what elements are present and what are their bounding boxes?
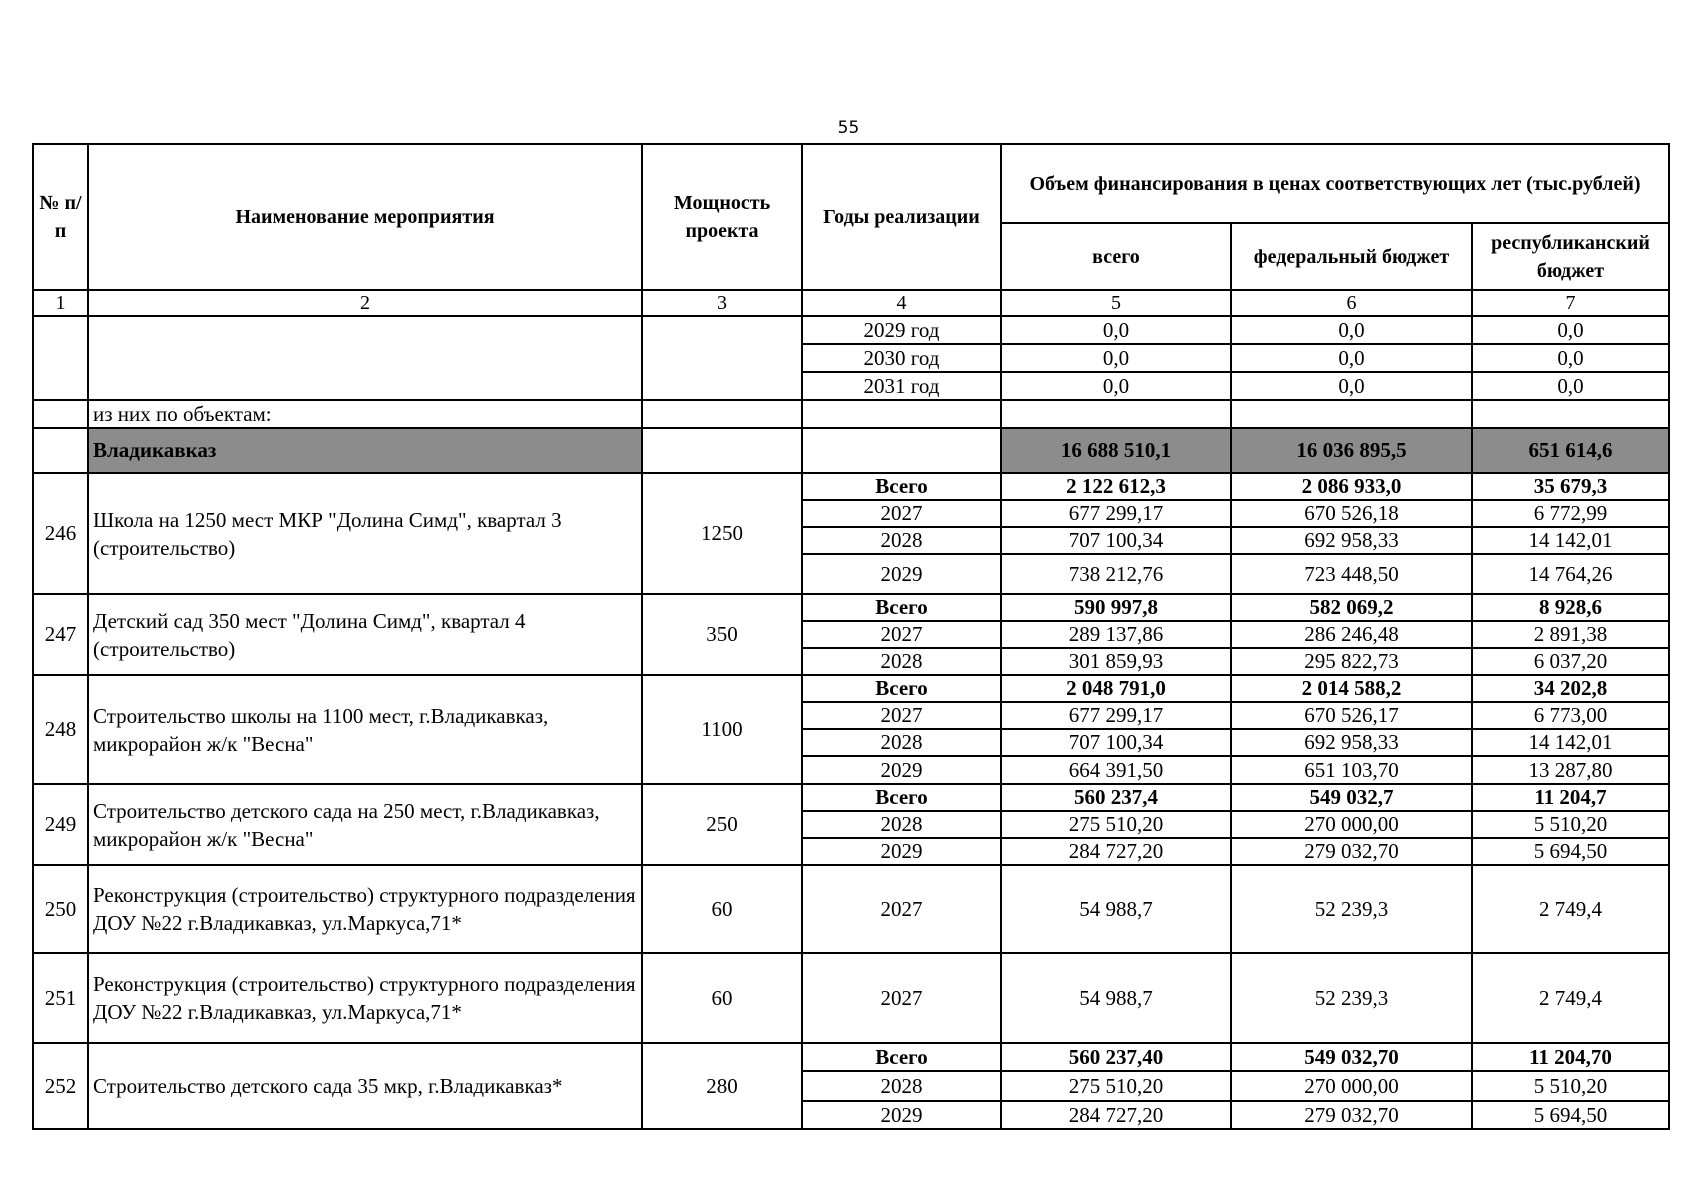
city-total: 16 688 510,1 (1001, 428, 1231, 473)
column-number-row (33, 290, 1669, 316)
total-cell: 707 100,34 (1001, 729, 1231, 756)
federal-cell: 270 000,00 (1231, 1071, 1472, 1101)
year-cell: Всего (802, 1043, 1001, 1071)
federal-cell: 549 032,70 (1231, 1043, 1472, 1071)
federal-cell: 295 822,73 (1231, 648, 1472, 675)
column-number: 4 (802, 290, 1001, 316)
year-cell: 2028 (802, 729, 1001, 756)
header-years: Годы реализации (802, 144, 1001, 290)
federal-cell: 723 448,50 (1231, 554, 1472, 594)
republic-cell: 2 749,4 (1472, 953, 1669, 1043)
year-cell: 2027 (802, 702, 1001, 729)
empty-cell (33, 400, 88, 428)
project-number: 252 (33, 1043, 88, 1129)
table-row (33, 865, 1669, 953)
republic-cell: 34 202,8 (1472, 675, 1669, 702)
year-cell: 2028 (802, 811, 1001, 838)
total-cell: 275 510,20 (1001, 811, 1231, 838)
republic-cell: 11 204,70 (1472, 1043, 1669, 1071)
table-row (33, 953, 1669, 1043)
header-total: всего (1001, 223, 1231, 290)
empty-cell (642, 428, 802, 473)
table-row (33, 784, 1669, 811)
republic-cell: 5 510,20 (1472, 811, 1669, 838)
federal-cell: 0,0 (1231, 372, 1472, 400)
republic-cell: 5 510,20 (1472, 1071, 1669, 1101)
project-number: 251 (33, 953, 88, 1043)
table-row (33, 594, 1669, 621)
republic-cell: 14 764,26 (1472, 554, 1669, 594)
total-cell: 707 100,34 (1001, 527, 1231, 554)
republic-cell: 11 204,7 (1472, 784, 1669, 811)
federal-cell: 692 958,33 (1231, 527, 1472, 554)
empty-cell (1472, 400, 1669, 428)
project-name: Реконструкция (строительство) структурного подразделения ДОУ №22 г.Владикавказ, ул.Маркуса,71* (88, 865, 642, 953)
total-cell: 0,0 (1001, 344, 1231, 372)
total-cell: 2 048 791,0 (1001, 675, 1231, 702)
header-republic: республиканский бюджет (1472, 223, 1669, 290)
empty-cell (33, 316, 88, 400)
column-number: 1 (33, 290, 88, 316)
federal-cell: 2 086 933,0 (1231, 473, 1472, 500)
federal-cell: 279 032,70 (1231, 838, 1472, 865)
total-cell: 677 299,17 (1001, 702, 1231, 729)
republic-cell: 0,0 (1472, 372, 1669, 400)
year-cell: 2027 (802, 865, 1001, 953)
project-number: 250 (33, 865, 88, 953)
empty-cell (642, 316, 802, 400)
total-cell: 54 988,7 (1001, 865, 1231, 953)
republic-cell: 13 287,80 (1472, 756, 1669, 784)
project-number: 247 (33, 594, 88, 675)
year-cell: 2029 (802, 756, 1001, 784)
header-capacity: Мощность проекта (642, 144, 802, 290)
city-federal: 16 036 895,5 (1231, 428, 1472, 473)
city-name: Владикавказ (88, 428, 642, 473)
project-capacity: 1250 (642, 473, 802, 594)
republic-cell: 35 679,3 (1472, 473, 1669, 500)
republic-cell: 6 773,00 (1472, 702, 1669, 729)
table-row (33, 675, 1669, 702)
republic-cell: 0,0 (1472, 316, 1669, 344)
project-capacity: 60 (642, 865, 802, 953)
republic-cell: 2 749,4 (1472, 865, 1669, 953)
table-body (33, 290, 1669, 1129)
empty-cell (1231, 400, 1472, 428)
federal-cell: 651 103,70 (1231, 756, 1472, 784)
column-number: 5 (1001, 290, 1231, 316)
federal-cell: 582 069,2 (1231, 594, 1472, 621)
republic-cell: 5 694,50 (1472, 838, 1669, 865)
federal-cell: 52 239,3 (1231, 953, 1472, 1043)
year-cell: Всего (802, 784, 1001, 811)
federal-cell: 279 032,70 (1231, 1101, 1472, 1129)
empty-cell (802, 428, 1001, 473)
table-row (33, 1043, 1669, 1071)
total-cell: 677 299,17 (1001, 500, 1231, 527)
federal-cell: 670 526,17 (1231, 702, 1472, 729)
total-cell: 0,0 (1001, 372, 1231, 400)
project-capacity: 350 (642, 594, 802, 675)
city-republic: 651 614,6 (1472, 428, 1669, 473)
republic-cell: 14 142,01 (1472, 527, 1669, 554)
year-cell: Всего (802, 473, 1001, 500)
year-cell: 2028 (802, 648, 1001, 675)
empty-cell (88, 316, 642, 400)
total-cell: 738 212,76 (1001, 554, 1231, 594)
project-name: Строительство детского сада на 250 мест, г.Владикавказ, микрорайон ж/к "Весна" (88, 784, 642, 865)
funding-table (32, 143, 1670, 1130)
year-cell: 2030 год (802, 344, 1001, 372)
header-no: № п/п (33, 144, 88, 290)
year-cell: 2028 (802, 527, 1001, 554)
year-cell: 2031 год (802, 372, 1001, 400)
header-name: Наименование мероприятия (88, 144, 642, 290)
year-cell: 2027 (802, 500, 1001, 527)
year-cell: 2029 (802, 554, 1001, 594)
project-capacity: 280 (642, 1043, 802, 1129)
column-number: 7 (1472, 290, 1669, 316)
year-cell: 2029 (802, 1101, 1001, 1129)
total-cell: 275 510,20 (1001, 1071, 1231, 1101)
republic-cell: 8 928,6 (1472, 594, 1669, 621)
empty-cell (802, 400, 1001, 428)
project-name: Строительство школы на 1100 мест, г.Владикавказ, микрорайон ж/к "Весна" (88, 675, 642, 784)
total-cell: 560 237,40 (1001, 1043, 1231, 1071)
page-number: 55 (837, 118, 860, 138)
project-capacity: 60 (642, 953, 802, 1043)
federal-cell: 270 000,00 (1231, 811, 1472, 838)
total-cell: 664 391,50 (1001, 756, 1231, 784)
federal-cell: 0,0 (1231, 316, 1472, 344)
total-cell: 54 988,7 (1001, 953, 1231, 1043)
total-cell: 289 137,86 (1001, 621, 1231, 648)
column-number: 2 (88, 290, 642, 316)
project-number: 249 (33, 784, 88, 865)
objects-label-row (33, 400, 1669, 428)
project-name: Детский сад 350 мест "Долина Симд", квартал 4 (строительство) (88, 594, 642, 675)
header-federal: федеральный бюджет (1231, 223, 1472, 290)
republic-cell: 0,0 (1472, 344, 1669, 372)
year-cell: Всего (802, 594, 1001, 621)
federal-cell: 52 239,3 (1231, 865, 1472, 953)
year-cell: 2028 (802, 1071, 1001, 1101)
project-capacity: 1100 (642, 675, 802, 784)
federal-cell: 286 246,48 (1231, 621, 1472, 648)
header-funding: Объем финансирования в ценах соответствующих лет (тыс.рублей) (1001, 144, 1669, 223)
table-row (33, 316, 1669, 344)
project-number: 248 (33, 675, 88, 784)
total-cell: 0,0 (1001, 316, 1231, 344)
republic-cell: 6 037,20 (1472, 648, 1669, 675)
federal-cell: 670 526,18 (1231, 500, 1472, 527)
city-row (33, 428, 1669, 473)
table-row (33, 473, 1669, 500)
federal-cell: 692 958,33 (1231, 729, 1472, 756)
empty-cell (642, 400, 802, 428)
year-cell: 2029 (802, 838, 1001, 865)
empty-cell (1001, 400, 1231, 428)
republic-cell: 14 142,01 (1472, 729, 1669, 756)
objects-label: из них по объектам: (88, 400, 642, 428)
project-number: 246 (33, 473, 88, 594)
empty-cell (33, 428, 88, 473)
total-cell: 2 122 612,3 (1001, 473, 1231, 500)
year-cell: Всего (802, 675, 1001, 702)
total-cell: 560 237,4 (1001, 784, 1231, 811)
federal-cell: 2 014 588,2 (1231, 675, 1472, 702)
federal-cell: 549 032,7 (1231, 784, 1472, 811)
project-name: Строительство детского сада 35 мкр, г.Владикавказ* (88, 1043, 642, 1129)
republic-cell: 5 694,50 (1472, 1101, 1669, 1129)
republic-cell: 2 891,38 (1472, 621, 1669, 648)
column-number: 3 (642, 290, 802, 316)
project-name: Реконструкция (строительство) структурного подразделения ДОУ №22 г.Владикавказ, ул.Маркуса,71* (88, 953, 642, 1043)
year-cell: 2027 (802, 953, 1001, 1043)
total-cell: 590 997,8 (1001, 594, 1231, 621)
year-cell: 2027 (802, 621, 1001, 648)
republic-cell: 6 772,99 (1472, 500, 1669, 527)
total-cell: 284 727,20 (1001, 838, 1231, 865)
total-cell: 301 859,93 (1001, 648, 1231, 675)
federal-cell: 0,0 (1231, 344, 1472, 372)
year-cell: 2029 год (802, 316, 1001, 344)
total-cell: 284 727,20 (1001, 1101, 1231, 1129)
column-number: 6 (1231, 290, 1472, 316)
project-capacity: 250 (642, 784, 802, 865)
project-name: Школа на 1250 мест МКР "Долина Симд", квартал 3 (строительство) (88, 473, 642, 594)
